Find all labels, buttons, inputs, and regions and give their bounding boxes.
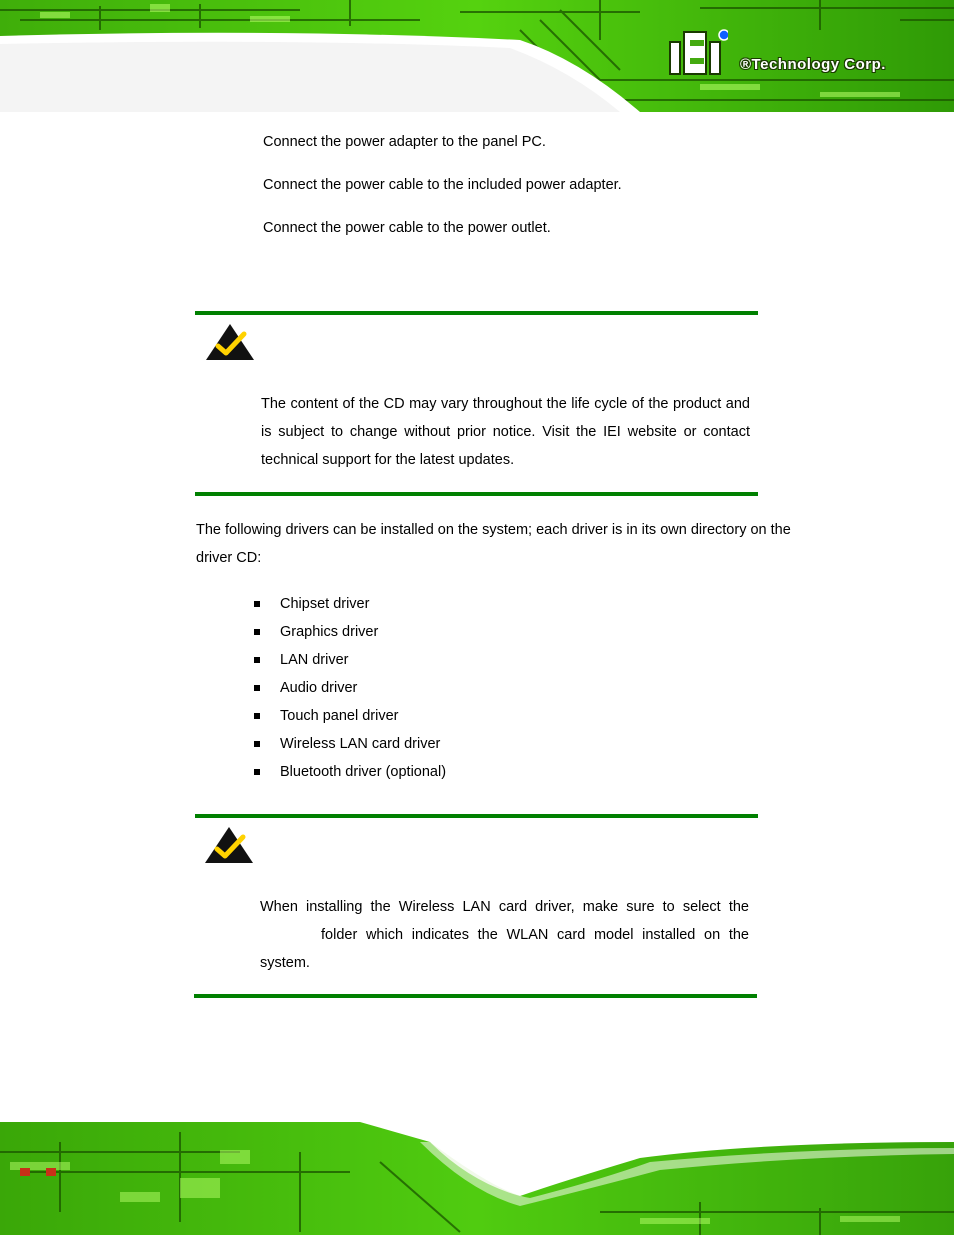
list-item	[254, 758, 446, 786]
step-2: Connect the power cable to the included power adapter.	[263, 177, 622, 193]
note-text: The content of the CD may vary throughout the life cycle of the product and is subject to change without prior notice. Visit the IEI website or contact technical support for the latest updates.	[261, 396, 750, 468]
note-top-rule	[195, 311, 758, 315]
list-item	[254, 590, 446, 618]
bullet-icon	[254, 685, 260, 691]
note-line: system.	[260, 955, 310, 971]
iei-logo	[668, 28, 728, 76]
bullet-icon	[254, 629, 260, 635]
list-item-label: Graphics driver	[280, 624, 379, 640]
checkmark-warning-icon	[203, 825, 255, 865]
list-item	[254, 674, 446, 702]
list-item-label: Audio driver	[280, 680, 358, 696]
list-item-label: LAN driver	[280, 652, 349, 668]
checkmark-warning-icon	[204, 322, 256, 362]
note-line: When installing the Wireless LAN card driver, make sure to select the	[260, 899, 749, 915]
list-item	[254, 730, 446, 758]
list-item-label: Chipset driver	[280, 596, 370, 612]
intro-paragraph: The following drivers can be installed on the system; each driver is in its own directory on the driver CD:	[196, 522, 791, 566]
footer-banner	[0, 1122, 954, 1235]
bullet-icon	[254, 657, 260, 663]
note-bottom-rule	[195, 492, 758, 496]
step-1: Connect the power adapter to the panel PC.	[263, 134, 546, 150]
list-item-label: Touch panel driver	[280, 708, 399, 724]
list-item-label: Wireless LAN card driver	[280, 736, 441, 752]
bullet-icon	[254, 601, 260, 607]
bullet-icon	[254, 741, 260, 747]
step-3: Connect the power cable to the power outlet.	[263, 220, 551, 236]
company-name: ®Technology Corp.	[740, 56, 886, 73]
driver-list	[254, 590, 446, 786]
note-line: folder which indicates the WLAN card model installed on the	[321, 927, 749, 943]
bullet-icon	[254, 713, 260, 719]
list-item	[254, 702, 446, 730]
note-bottom-rule	[194, 994, 757, 998]
list-item	[254, 646, 446, 674]
list-item-label: Bluetooth driver (optional)	[280, 764, 447, 780]
bullet-icon	[254, 769, 260, 775]
note-top-rule	[195, 814, 758, 818]
note-text	[260, 893, 749, 977]
list-item	[254, 618, 446, 646]
